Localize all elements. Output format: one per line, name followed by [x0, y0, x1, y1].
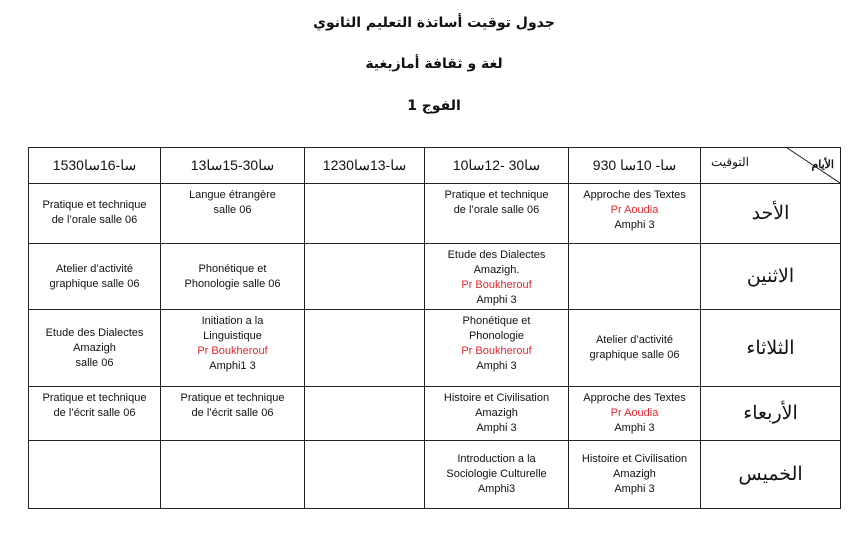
document-subtitle: لغة و ثقافة أمازيغية	[365, 56, 503, 72]
session-text: Phonétique et	[198, 262, 267, 275]
day-label: الاثنين	[701, 243, 841, 310]
corner-header-cell	[701, 148, 841, 184]
slot-header: 13سا30-15سا	[161, 148, 305, 184]
session-text: Etude des Dialectes	[45, 326, 144, 339]
session-cell	[425, 183, 569, 243]
session-text: Amazigh	[475, 406, 518, 419]
session-text: Initiation a la	[201, 315, 264, 328]
table-row	[29, 441, 841, 509]
session-text: Amphi 3	[614, 483, 655, 496]
session-text: Pratique et technique	[42, 199, 147, 212]
session-cell	[569, 310, 701, 386]
teacher-name: Pr Boukherouf	[461, 278, 532, 291]
session-cell	[569, 441, 701, 509]
session-text: Amphi1 3	[209, 360, 256, 373]
session-text: Histoire et Civilisation	[581, 453, 688, 466]
session-cell	[569, 183, 701, 243]
session-text: Sociologie Culturelle	[446, 468, 547, 481]
session-text: Amazigh	[613, 468, 656, 481]
slot-header: 10سا30 -12سا	[425, 148, 569, 184]
session-text: de l’écrit salle 06	[53, 406, 136, 419]
session-text: Atelier d’activité	[55, 262, 134, 275]
session-text: Linguistique	[203, 330, 262, 343]
session-text: de l’écrit salle 06	[191, 406, 274, 419]
table-row	[29, 183, 841, 243]
day-label: الأربعاء	[701, 386, 841, 441]
session-text: Histoire et Civilisation	[443, 391, 550, 404]
session-cell	[161, 243, 305, 310]
session-text: Introduction a la	[457, 453, 536, 466]
teacher-name: Pr Boukherouf	[197, 345, 268, 358]
session-text: Amphi 3	[476, 421, 517, 434]
group-label: الفوج 1	[407, 98, 461, 114]
session-text: Pratique et technique	[180, 391, 285, 404]
session-cell	[305, 243, 425, 310]
table-row	[29, 310, 841, 386]
corner-days-label: الأيام	[811, 159, 834, 171]
session-cell	[161, 310, 305, 386]
session-text: de l’orale salle 06	[51, 214, 138, 227]
session-text: Amphi3	[477, 483, 516, 496]
session-text: Amphi 3	[614, 421, 655, 434]
teacher-name: Pr Aoudia	[610, 406, 659, 419]
table-row	[29, 243, 841, 310]
session-cell	[305, 310, 425, 386]
session-cell	[425, 386, 569, 441]
session-cell	[425, 243, 569, 310]
session-text: Approche des Textes	[583, 188, 686, 201]
teacher-name: Pr Aoudia	[610, 203, 659, 216]
slot-header: 12سا-13سا30	[305, 148, 425, 184]
session-text: Amphi 3	[476, 360, 517, 373]
session-text: Amazigh.	[473, 263, 520, 276]
session-cell	[29, 243, 161, 310]
session-text: Phonologie salle 06	[184, 277, 281, 290]
day-label: الثلاثاء	[701, 310, 841, 386]
session-text: salle 06	[213, 203, 252, 216]
session-text: salle 06	[75, 356, 114, 369]
session-text: Pratique et technique	[42, 391, 147, 404]
session-text: Pratique et technique	[444, 188, 549, 201]
day-label: الخميس	[701, 441, 841, 509]
session-cell	[425, 441, 569, 509]
session-cell	[29, 310, 161, 386]
slot-header: 9سا- 10سا 30	[569, 148, 701, 184]
session-cell	[305, 441, 425, 509]
session-cell	[161, 386, 305, 441]
session-cell	[305, 183, 425, 243]
session-text: Etude des Dialectes	[447, 248, 546, 261]
session-cell	[569, 386, 701, 441]
session-text: Amphi 3	[614, 218, 655, 231]
session-cell	[29, 386, 161, 441]
session-cell	[425, 310, 569, 386]
day-label: الأحد	[701, 183, 841, 243]
session-text: graphique salle 06	[49, 277, 140, 290]
session-text: Amazigh	[73, 341, 116, 354]
table-row	[29, 386, 841, 441]
session-cell	[29, 183, 161, 243]
corner-time-label: التوقيت	[711, 155, 749, 169]
document-title: جدول توقيت أساتذة التعليم الثانوي	[313, 15, 555, 31]
session-text: Atelier d’activité	[595, 334, 674, 347]
header-row	[29, 148, 841, 184]
session-cell	[305, 386, 425, 441]
session-text: Langue étrangère	[189, 188, 276, 201]
session-text: Phonétique et	[462, 315, 531, 328]
session-text: graphique salle 06	[589, 349, 680, 362]
teacher-name: Pr Boukherouf	[461, 345, 532, 358]
session-cell	[161, 441, 305, 509]
session-cell	[161, 183, 305, 243]
timetable	[28, 147, 841, 509]
slot-header: 15سا-16سا30	[29, 148, 161, 184]
session-text: de l’orale salle 06	[453, 203, 540, 216]
session-cell	[569, 243, 701, 310]
session-text: Phonologie	[468, 330, 525, 343]
session-cell	[29, 441, 161, 509]
session-text: Amphi 3	[476, 293, 517, 306]
session-text: Approche des Textes	[583, 391, 686, 404]
